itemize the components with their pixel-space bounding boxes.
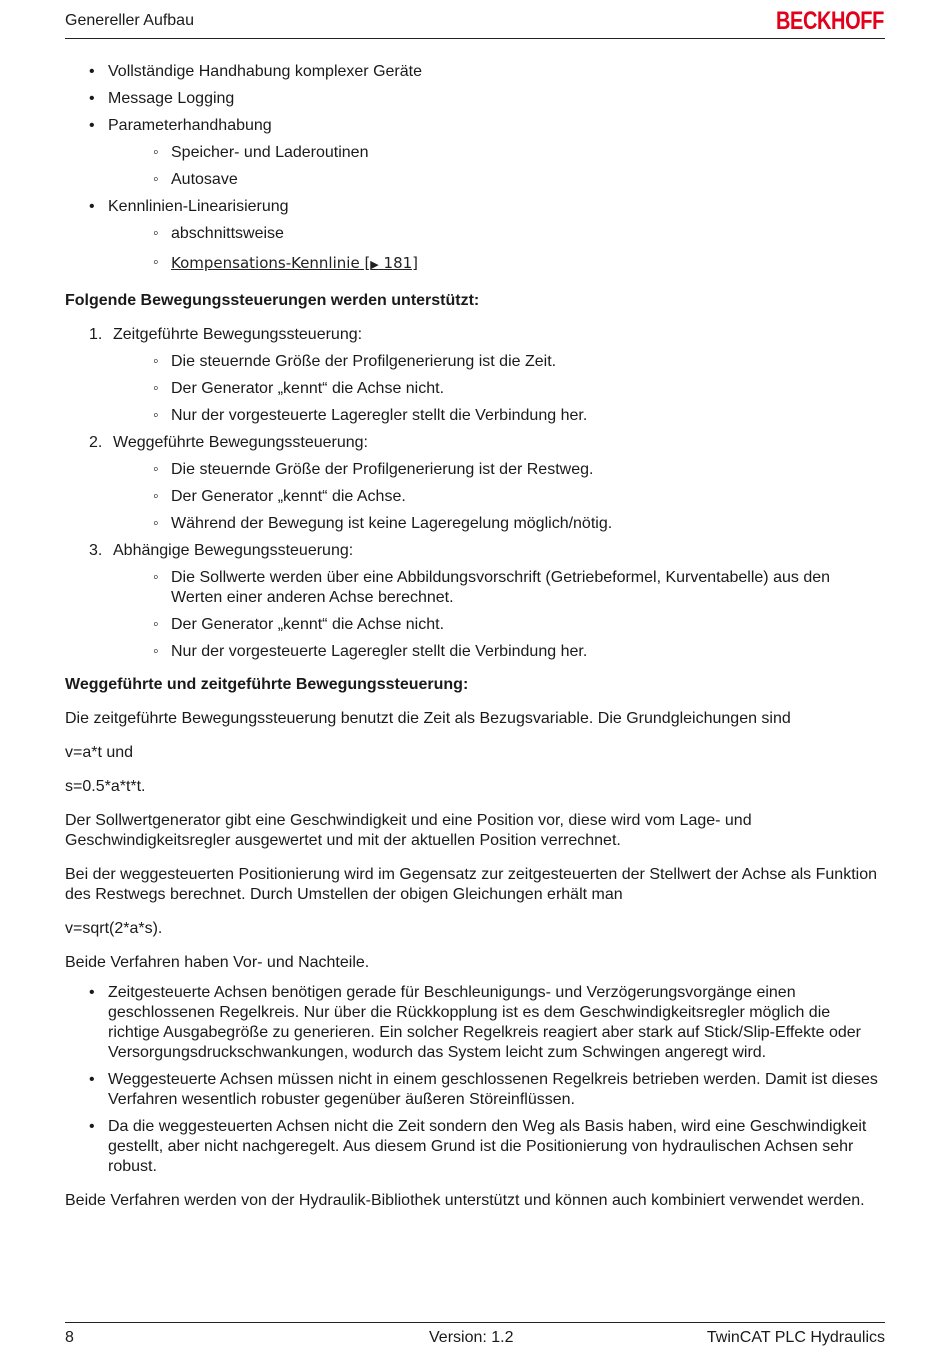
- section-heading: Folgende Bewegungssteuerungen werden unterstützt:: [65, 292, 480, 309]
- paragraph: Die zeitgeführte Bewegungssteuerung benutzt die Zeit als Bezugsvariable. Die Grundgleichungen sind: [65, 710, 791, 727]
- numbered-item: 3. Abhängige Bewegungssteuerung: ◦ Die Sollwerte werden über eine Abbildungsvorschrift (Getriebeformel, Kurventabelle) aus den Werten einer anderen Achse berechnet. ◦ Der Generator „kennt“ die Achse nicht. ◦ Nur der vorgesteuerte Lageregler stellt die Verbindung her.: [65, 541, 885, 662]
- sub-list-item: ◦ Speicher- und Laderoutinen: [65, 143, 885, 163]
- sub-list-item: [65, 253, 885, 275]
- product-name: TwinCAT PLC Hydraulics: [706, 1329, 885, 1346]
- paragraph: Beide Verfahren werden von der Hydraulik-Bibliothek unterstützt und können auch kombiniert verwendet werden.: [65, 1192, 865, 1209]
- section-heading: Weggeführte und zeitgeführte Bewegungssteuerung:: [65, 676, 469, 693]
- page-content: [65, 62, 885, 1225]
- sub-list: [108, 224, 885, 275]
- formula: s=0.5*a*t*t.: [65, 778, 146, 795]
- pros-cons-list: [65, 983, 885, 1177]
- numbered-item: 2. Weggeführte Bewegungssteuerung: ◦ Die steuernde Größe der Profilgenerierung ist der Restweg. ◦ Der Generator „kennt“ die Achse. ◦ Während der Bewegung ist keine Lageregelung möglich/nötig.: [65, 433, 885, 534]
- sub-list-item: ◦ Die Sollwerte werden über eine Abbildungsvorschrift (Getriebeformel, Kurventabelle) aus den Werten einer anderen Achse berechnet.: [65, 568, 885, 608]
- sub-list-item: ◦ Nur der vorgesteuerte Lageregler stellt die Verbindung her.: [65, 406, 885, 426]
- sub-list-item: ◦ Die steuernde Größe der Profilgenerierung ist die Zeit.: [65, 352, 885, 372]
- beckhoff-logo: BECKHOFF: [776, 7, 884, 35]
- list-item: • Weggesteuerte Achsen müssen nicht in einem geschlossenen Regelkreis betrieben werden. Damit ist dieses Verfahren wesentlich robuster gegenüber äußeren Störeinflüssen.: [65, 1070, 885, 1110]
- sub-list: [113, 460, 885, 534]
- compensation-curve-link[interactable]: Kompensations-Kennlinie [▶ 181]: [171, 254, 419, 272]
- sub-list: [113, 568, 885, 662]
- document-version: Version: 1.2: [429, 1329, 514, 1346]
- sub-list: [113, 352, 885, 426]
- formula: v=sqrt(2*a*s).: [65, 920, 163, 937]
- paragraph: Der Sollwertgenerator gibt eine Geschwindigkeit und eine Position vor, diese wird vom Lage- und Geschwindigkeitsregler ausgewertet und mit der aktuellen Position verrechnet.: [65, 812, 752, 849]
- sub-list-item: ◦ Die steuernde Größe der Profilgenerierung ist der Restweg.: [65, 460, 885, 480]
- sub-list-item: ◦ Der Generator „kennt“ die Achse nicht.: [65, 379, 885, 399]
- motion-control-list: [65, 325, 885, 662]
- sub-list-item: ◦ Nur der vorgesteuerte Lageregler stellt die Verbindung her.: [65, 642, 885, 662]
- sub-list-item: ◦ Der Generator „kennt“ die Achse nicht.: [65, 615, 885, 635]
- section-title: Genereller Aufbau: [65, 12, 194, 29]
- sub-list-item: ◦ Der Generator „kennt“ die Achse.: [65, 487, 885, 507]
- sub-list-item: ◦ abschnittsweise: [65, 224, 885, 244]
- list-item: • Kennlinien-Linearisierung ◦ abschnittsweise ◦ Kompensations-Kennlinie [▶ 181]: [65, 197, 885, 275]
- formula: v=a*t und: [65, 744, 134, 761]
- numbered-item: 1. Zeitgeführte Bewegungssteuerung: ◦ Die steuernde Größe der Profilgenerierung ist die Zeit. ◦ Der Generator „kennt“ die Achse nicht. ◦ Nur der vorgesteuerte Lageregler stellt die Verbindung her.: [65, 325, 885, 426]
- sub-list-item: ◦ Während der Bewegung ist keine Lageregelung möglich/nötig.: [65, 514, 885, 534]
- sub-list-item: ◦ Autosave: [65, 170, 885, 190]
- list-item: • Da die weggesteuerten Achsen nicht die Zeit sondern den Weg als Basis haben, wird eine Geschwindigkeit gestellt, aber nicht nachgeregelt. Aus diesem Grund ist die Positionierung von hydraulischen Achsen sehr robust.: [65, 1117, 885, 1177]
- paragraph: Bei der weggesteuerten Positionierung wird im Gegensatz zur zeitgesteuerten der Stellwert der Achse als Funktion des Restwegs berechnet. Durch Umstellen der obigen Gleichungen erhält man: [65, 866, 877, 903]
- list-item: • Parameterhandhabung ◦ Speicher- und Laderoutinen ◦ Autosave: [65, 116, 885, 190]
- page-footer: [65, 1322, 885, 1353]
- paragraph: Beide Verfahren haben Vor- und Nachteile.: [65, 954, 370, 971]
- page-header: [65, 6, 885, 39]
- feature-list: [65, 62, 885, 275]
- list-item: • Vollständige Handhabung komplexer Geräte: [65, 62, 885, 82]
- list-item: • Zeitgesteuerte Achsen benötigen gerade für Beschleunigungs- und Verzögerungsvorgänge einen geschlossenen Regelkreis. Nur über die Rückkopplung ist es dem Geschwindigkeitsregler möglich die richtige Ausgabegröße zu generieren. Ein solcher Regelkreis reagiert aber stark auf Stick/Slip-Effekte oder Versorgungsdruckschwankungen, wodurch das System leicht zum Schwingen angeregt wird.: [65, 983, 885, 1063]
- sub-list: [108, 143, 885, 190]
- list-item: • Message Logging: [65, 89, 885, 109]
- page-arrow-icon: ▶: [370, 258, 379, 271]
- page-number: 8: [65, 1329, 74, 1346]
